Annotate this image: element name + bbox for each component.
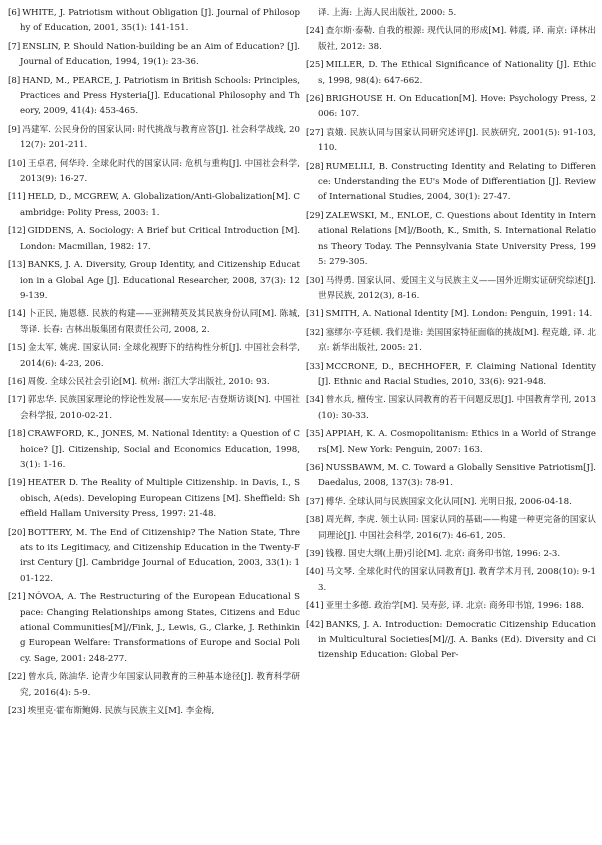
reference-number: [13] [8,260,26,271]
reference-number: [28] [306,161,324,172]
reference-text: 袁娥. 民族认同与国家认同研究述评[J]. 民族研究, 2001(5): 91-103, 110. [318,127,596,154]
reference-text: APPIAH, K. A. Cosmopolitanism: Ethics in a World of Strangers[M]. New York: Penguin, 2007: 163. [318,429,596,455]
reference-number: [35] [306,429,324,440]
reference-entry [306,58,596,89]
reference-number: [16] [8,376,26,387]
reference-entry [306,495,596,510]
reference-text: BRIGHOUSE H. On Education[M]. Hove: Psychology Press, 2006: 107. [318,94,596,120]
reference-entry [306,513,596,544]
reference-entry [306,24,596,55]
reference-number: [9] [8,124,21,135]
reference-text: 王卓君, 何华玲. 全球化时代的国家认同: 危机与重构[J]. 中国社会科学, 2013(9): 16-27. [20,158,300,185]
reference-text: RUMELILI, B. Constructing Identity and Relating to Difference: Understanding the EU's Mode of Differentiation [J]. Review of International Studies, 2004, 30(1): 27-47. [318,161,596,203]
reference-entry [8,427,300,473]
reference-text: 塞缪尔·亨廷顿. 我们是谁: 美国国家特征面临的挑战[M]. 程克雄, 译. 北京: 新华出版社, 2005: 21. [318,327,596,354]
reference-entry [8,590,300,667]
reference-text: SMITH, A. National Identity [M]. London: Penguin, 1991: 14. [325,309,593,320]
reference-entry [8,476,300,522]
reference-text: WHITE, J. Patriotism without Obligation [J]. Journal of Philosophy of Education, 2001, 35(1): 141-151. [20,8,300,34]
reference-column-right [306,6,596,667]
reference-text: NÓVOA, A. The Restructuring of the European Educational Space: Changing Relationships among States, Citizens and Educational Communities[M]//Fink, J., Lewis, G., Clarke, J. Rethinking European Welfare: Transformations of Europe and Social Policy. Sage, 2001: 248-277. [20,592,300,664]
reference-entry [8,341,300,372]
reference-number: [38] [306,515,324,526]
reference-text: 曾水兵, 陈油华. 论青少年国家认同教育的三种基本途径[J]. 教育科学研究, 2016(4): 5-9. [20,672,300,698]
reference-number: [30] [306,275,324,286]
reference-number: [15] [8,343,26,354]
reference-text: 曾水兵, 檀传宝. 国家认同教育的若干问题反思[J]. 中国教育学刊, 2013(10): 30-33. [318,395,596,421]
reference-number: [26] [306,94,324,105]
reference-text: 郭忠华. 民族国家理论的悖论性发展——安东尼·吉登斯访谈[N]. 中国社会科学报, 2010-02-21. [20,395,300,421]
reference-entry [8,393,300,424]
reference-text: MCCRONE, D., BECHHOFER, F. Claiming National Identity[J]. Ethnic and Racial Studies, 2010, 33(6): 921-948. [318,361,596,387]
reference-entry [306,547,596,562]
reference-entry [306,92,596,123]
reference-entry [8,258,300,304]
reference-entry [8,375,300,390]
reference-number: [18] [8,429,26,440]
reference-text: 金太军, 姚虎. 国家认同: 全球化视野下的结构性分析[J]. 中国社会科学, 2014(6): 4-23, 206. [20,343,300,369]
reference-number: [27] [306,127,324,138]
reference-text: 卜正民, 施恩德. 民族的构建——亚洲精英及其民族身份认同[M]. 陈城, 等译. 长春: 吉林出版集团有限责任公司, 2008, 2. [20,309,300,335]
reference-list-right [306,6,596,664]
reference-number: [32] [306,327,324,338]
reference-text: BANKS, J. A. Introduction: Democratic Citizenship Education in Multicultural Societies[M]//J. A. Banks (Ed). Diversity and Citizenship Education: Global Per- [318,619,596,661]
reference-entry [306,126,596,157]
reference-text: CRAWFORD, K., JONES, M. National Identity: a Question of Choice? [J]. Citizenship, Social and Economics Education, 1998, 3(1): 1-16. [20,429,300,470]
reference-number: [14] [8,309,26,320]
reference-number: [6] [8,8,21,18]
reference-entry [306,618,596,664]
reference-number: [7] [8,41,21,52]
reference-text: HAND, M., PEARCE, J. Patriotism in British Schools: Principles, Practices and Press Hysteria[J]. Educational Philosophy and Theory, 2009, 41(4): 453-465. [20,75,300,117]
reference-text: HELD, D., MCGREW, A. Globalization/Anti-Globalization[M]. Cambridge: Polity Press, 2003: 1. [20,192,300,218]
reference-number: [22] [8,672,26,683]
reference-text: 马得勇. 国家认同、爱国主义与民族主义——国外近期实证研究综述[J]. 世界民族, 2012(3), 8-16. [318,275,596,301]
reference-number: [36] [306,462,324,473]
reference-number: [41] [306,601,324,612]
reference-number: [25] [306,60,324,71]
reference-text: HEATER D. The Reality of Multiple Citizenship. in Davis, I., Sobisch, A(eds). Developing European Citizens [M]. Sheffield: Sheffield Hallam University Press, 1997: 21-48. [20,478,300,520]
reference-text: 傅华. 全球认同与民族国家文化认同[N]. 光明日报, 2006-04-18. [325,496,572,507]
reference-text: 钱穆. 国史大纲(上册)引论[M]. 北京: 商务印书馆, 1996: 2-3. [325,549,561,559]
reference-entry [8,74,300,120]
reference-entry [8,40,300,71]
reference-entry [306,393,596,424]
reference-number: [33] [306,361,324,372]
reference-entry [306,461,596,492]
reference-text: NUSSBAWM, M. C. Toward a Globally Sensitive Patriotism[J]. Daedalus, 2008, 137(3): 78-91. [318,462,596,489]
reference-entry [306,360,596,391]
reference-number: [23] [8,706,26,717]
reference-entry [306,599,596,614]
reference-number: [10] [8,158,26,169]
reference-entry [8,670,300,701]
reference-entry [8,157,300,188]
reference-entry [8,123,300,154]
reference-number: [21] [8,592,26,603]
reference-text: 周俊. 全球公民社会引论[M]. 杭州: 浙江大学出版社, 2010: 93. [27,376,270,387]
reference-entry [8,190,300,221]
reference-number: [39] [306,549,324,559]
reference-entry [8,526,300,588]
reference-number: [24] [306,26,324,37]
reference-entry [306,209,596,271]
reference-text: GIDDENS, A. Sociology: A Brief but Critical Introduction [M]. London: Macmillan, 1982: 17. [20,226,300,252]
reference-number: [40] [306,567,324,578]
reference-number: [42] [306,619,324,630]
reference-entry [8,6,300,37]
reference-text: 埃里克·霍布斯鲍姆. 民族与民族主义[M]. 李金梅, [27,706,215,717]
reference-number: [19] [8,478,26,489]
reference-text: MILLER, D. The Ethical Significance of Nationality [J]. Ethics, 1998, 98(4): 647-662. [318,60,596,86]
reference-list-left [8,6,300,719]
reference-number: [8] [8,75,21,86]
reference-entry [306,565,596,596]
reference-entry [306,326,596,357]
reference-column-left [8,6,300,722]
reference-number: [12] [8,226,26,237]
reference-text: 查尔斯·泰勒. 自我的根源: 现代认同的形成[M]. 韩震, 译. 南京: 译林出版社, 2012: 38. [318,26,596,52]
reference-entry [306,307,596,322]
reference-entry [306,427,596,458]
reference-entry [8,224,300,255]
reference-number: [34] [306,395,324,406]
reference-number: [37] [306,496,324,507]
reference-entry [8,307,300,338]
reference-entry [306,160,596,206]
reference-entry [306,274,596,305]
reference-text: 译. 上海: 上海人民出版社, 2000: 5. [318,8,457,18]
reference-text: 马文琴. 全球化时代的国家认同教育[J]. 教育学术月刊, 2008(10): 9-13. [318,567,596,593]
reference-number: [29] [306,210,324,221]
reference-number: [17] [8,395,26,406]
reference-entry [8,704,300,719]
reference-text: BANKS, J. A. Diversity, Group Identity, and Citizenship Education in a Global Age [J]. Educational Researcher, 2008, 37(3): 129-139. [20,260,300,301]
reference-text: ENSLIN, P. Should Nation-building be an Aim of Education? [J]. Journal of Education, 1994, 19(1): 23-36. [20,41,300,68]
reference-text: 亚里士多德. 政治学[M]. 吴寿彭, 译. 北京: 商务印书馆, 1996: 188. [325,601,585,612]
reference-number: [20] [8,527,26,538]
reference-text: ZALEWSKI, M., ENLOE, C. Questions about Identity in International Relations [M]//Booth, K., Smith, S. International Relations Theory Today. The Pennsylvania State University Press, 1995: 279-305. [318,210,596,268]
reference-number: [11] [8,192,26,203]
reference-number: [31] [306,309,324,320]
reference-entry [306,6,596,21]
reference-text: 周光辉, 李虎. 领土认同: 国家认同的基础——构建一种更完备的国家认同理论[J]. 中国社会科学, 2016(7): 46-61, 205. [318,515,596,541]
reference-text: 冯建军. 公民身份的国家认同: 时代挑战与教育应答[J]. 社会科学战线, 2012(7): 201-211. [20,124,300,151]
reference-text: BOTTERY, M. The End of Citizenship? The Nation State, Threats to its Legitimacy, and Citizenship Education in the Twenty-First Century [J]. Cambridge Journal of Education, 2003, 33(1): 101-122. [20,527,300,584]
